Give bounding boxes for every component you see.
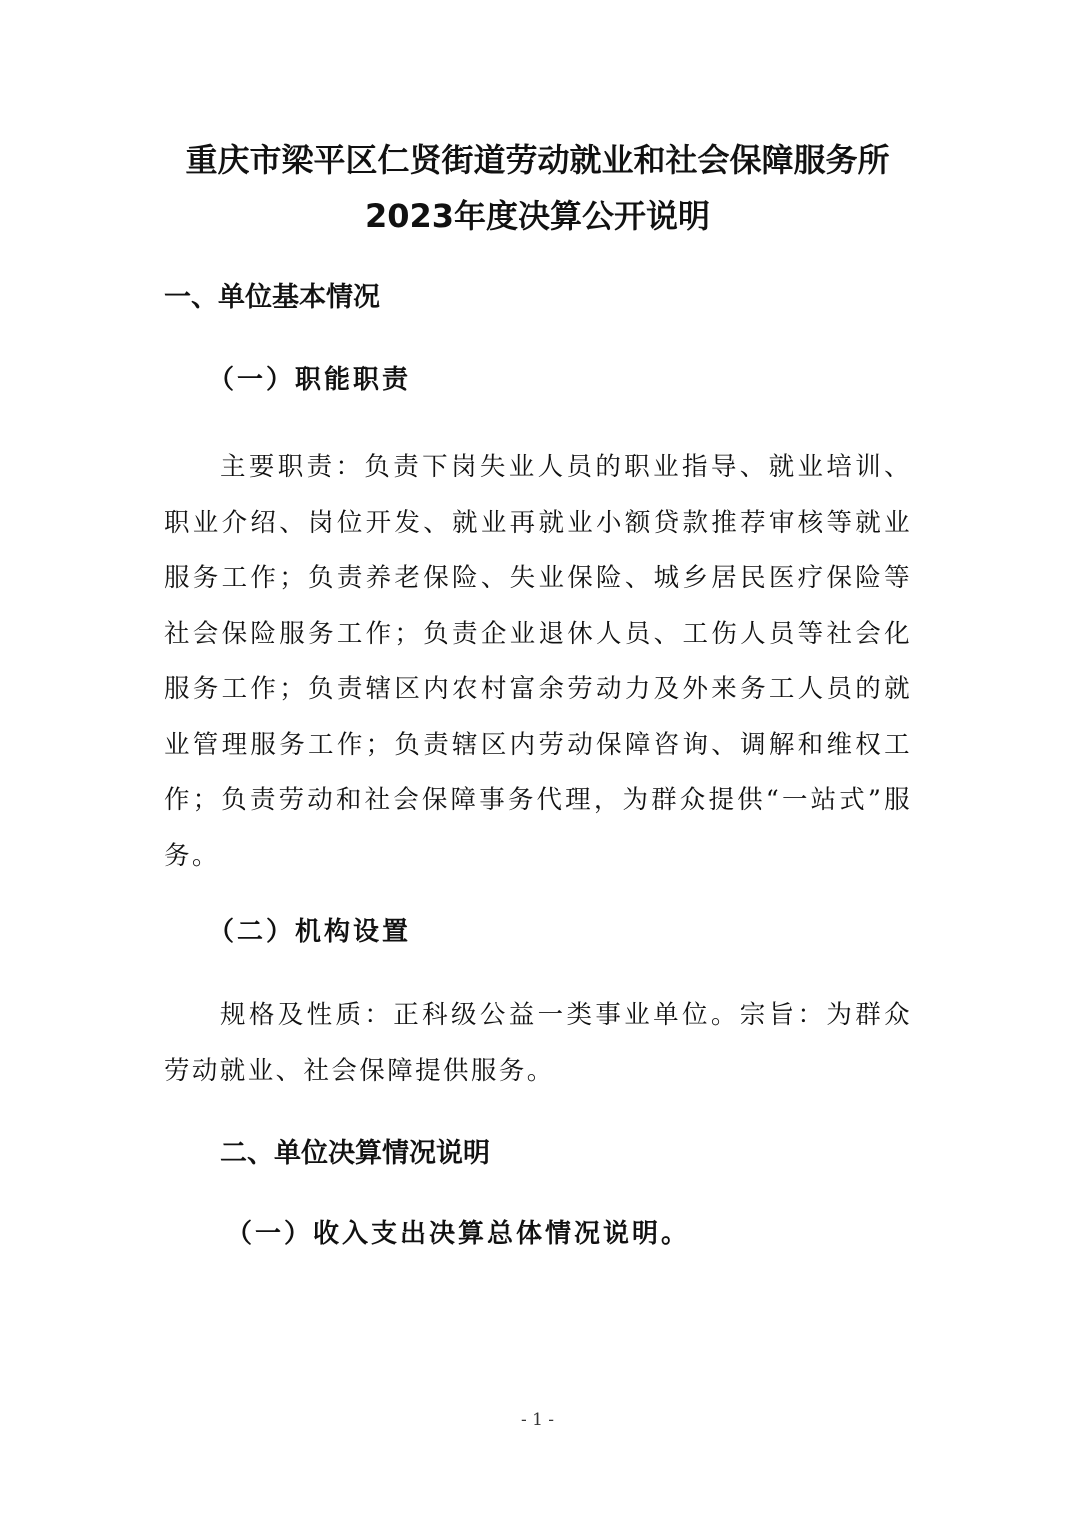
section1-sub2-heading: （二）机构设置 <box>208 917 412 947</box>
section1-sub1-heading: （一）职能职责 <box>208 365 412 395</box>
document-title-line2: 2023年度决算公开说明 <box>364 197 711 235</box>
section2-sub1-heading: （一）收入支出决算总体情况说明。 <box>226 1219 691 1249</box>
organization-paragraph: 规格及性质：正科级公益一类事业单位。宗旨：为群众劳动就业、社会保障提供服务。 <box>164 1000 912 1086</box>
document-title-line1: 重庆市梁平区仁贤街道劳动就业和社会保障服务所 <box>185 141 890 179</box>
section1-heading: 一、单位基本情况 <box>164 282 380 313</box>
section2-heading: 二、单位决算情况说明 <box>220 1138 490 1169</box>
page-number: - 1 - <box>520 1410 555 1430</box>
duties-paragraph: 主要职责：负责下岗失业人员的职业指导、就业培训、职业介绍、岗位开发、就业再就业小额贷款推荐审核等就业服务工作；负责养老保险、失业保险、城乡居民医疗保险等社会保险服务工作；负责企业退休人员、工伤人员等社会化服务工作；负责辖区内农村富余劳动力及外来务工人员的就业管理服务工作；负责辖区内劳动保障咨询、调解和维权工作；负责劳动和社会保障事务代理，为群众提供“一站式”服务。 <box>164 452 912 871</box>
